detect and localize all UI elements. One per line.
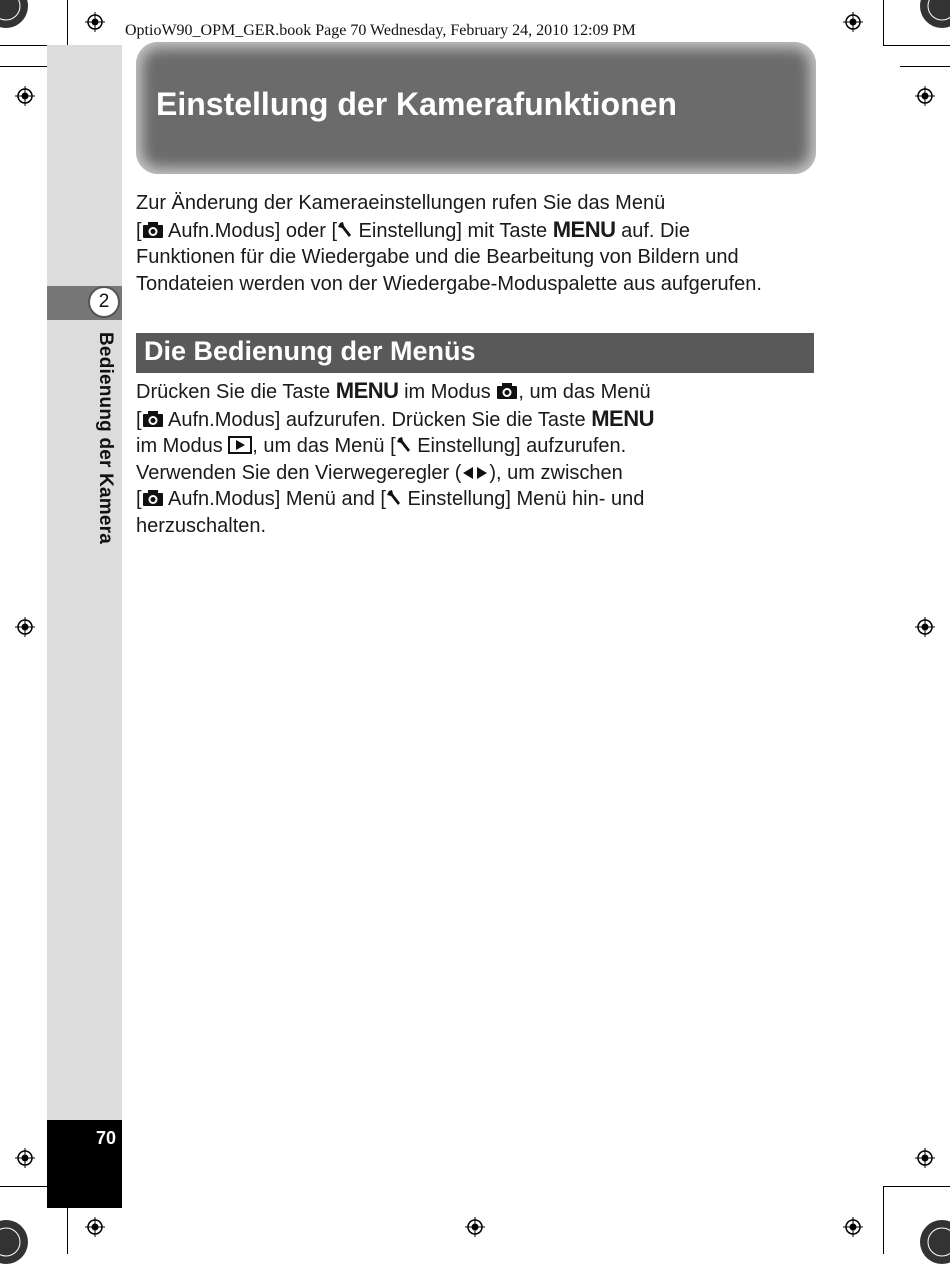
wrench-icon <box>337 221 353 239</box>
body-text: Drücken Sie die Taste <box>136 381 336 403</box>
registration-mark <box>915 1148 935 1168</box>
intro-paragraph <box>136 190 836 297</box>
chapter-title: Bedienung der Kamera <box>95 332 116 544</box>
registration-mark <box>843 1217 863 1237</box>
body-text: herzuschalten. <box>136 514 267 537</box>
menu-key: MENU <box>591 405 654 431</box>
section-header <box>136 333 814 373</box>
camera-icon <box>142 410 164 428</box>
page-number-box <box>47 1120 122 1208</box>
triangle-right-icon <box>475 465 489 481</box>
intro-text: Aufn.Modus] oder [ <box>163 219 337 242</box>
intro-text: [ <box>136 219 142 242</box>
registration-mark <box>465 1217 485 1237</box>
menu-key: MENU <box>335 378 399 403</box>
section-body <box>136 378 836 539</box>
registration-mark <box>85 1217 105 1237</box>
body-text: , um das Menü [ <box>252 435 396 457</box>
page-number: 70 <box>95 1128 116 1148</box>
camera-icon <box>496 382 518 400</box>
wrench-icon <box>386 489 402 507</box>
body-text: [ <box>136 408 142 431</box>
wrench-icon <box>396 436 412 454</box>
corner-star-mark <box>918 0 950 30</box>
sidebar <box>47 45 122 1120</box>
body-text: , um das Menü <box>518 381 651 403</box>
body-text: im Modus <box>136 435 229 457</box>
registration-mark <box>15 86 35 106</box>
camera-icon <box>142 221 164 239</box>
page-title: Einstellung der Kamerafunktionen <box>156 86 677 122</box>
intro-text: auf. Die <box>615 219 690 242</box>
chapter-number: 2 <box>88 286 120 318</box>
registration-mark <box>843 12 863 32</box>
registration-mark <box>915 617 935 637</box>
body-text: Einstellung] Menü hin- und <box>401 488 645 510</box>
registration-mark <box>15 1148 35 1168</box>
camera-icon <box>142 489 164 507</box>
corner-star-mark <box>918 1218 950 1266</box>
menu-key: MENU <box>552 216 616 242</box>
page-banner <box>136 42 816 174</box>
body-text: Verwenden Sie den Vierwegeregler ( <box>136 461 462 484</box>
section-title: Die Bedienung der Menüs <box>144 336 476 366</box>
playback-icon <box>228 436 252 454</box>
body-text: Einstellung] aufzurufen. <box>411 435 627 457</box>
body-text: ), um zwischen <box>489 461 623 484</box>
print-header: OptioW90_OPM_GER.book Page 70 Wednesday, February 24, 2010 12:09 PM <box>125 22 636 39</box>
body-text: [ <box>136 488 142 510</box>
corner-star-mark <box>0 0 30 30</box>
registration-mark <box>85 12 105 32</box>
triangle-left-icon <box>461 465 475 481</box>
body-text: im Modus <box>398 381 497 403</box>
registration-mark <box>915 86 935 106</box>
intro-text: Einstellung] mit Taste <box>353 219 553 242</box>
intro-text: Funktionen für die Wiedergabe und die Bearbeitung von Bildern und <box>136 246 739 268</box>
body-text: Aufn.Modus] Menü and [ <box>163 488 386 510</box>
intro-text: Tondateien werden von der Wiedergabe-Moduspalette aus aufgerufen. <box>136 272 762 295</box>
body-text: Aufn.Modus] aufzurufen. Drücken Sie die Taste <box>163 408 592 431</box>
registration-mark <box>15 617 35 637</box>
intro-text: Zur Änderung der Kameraeinstellungen rufen Sie das Menü <box>136 192 666 214</box>
corner-star-mark <box>0 1218 30 1266</box>
